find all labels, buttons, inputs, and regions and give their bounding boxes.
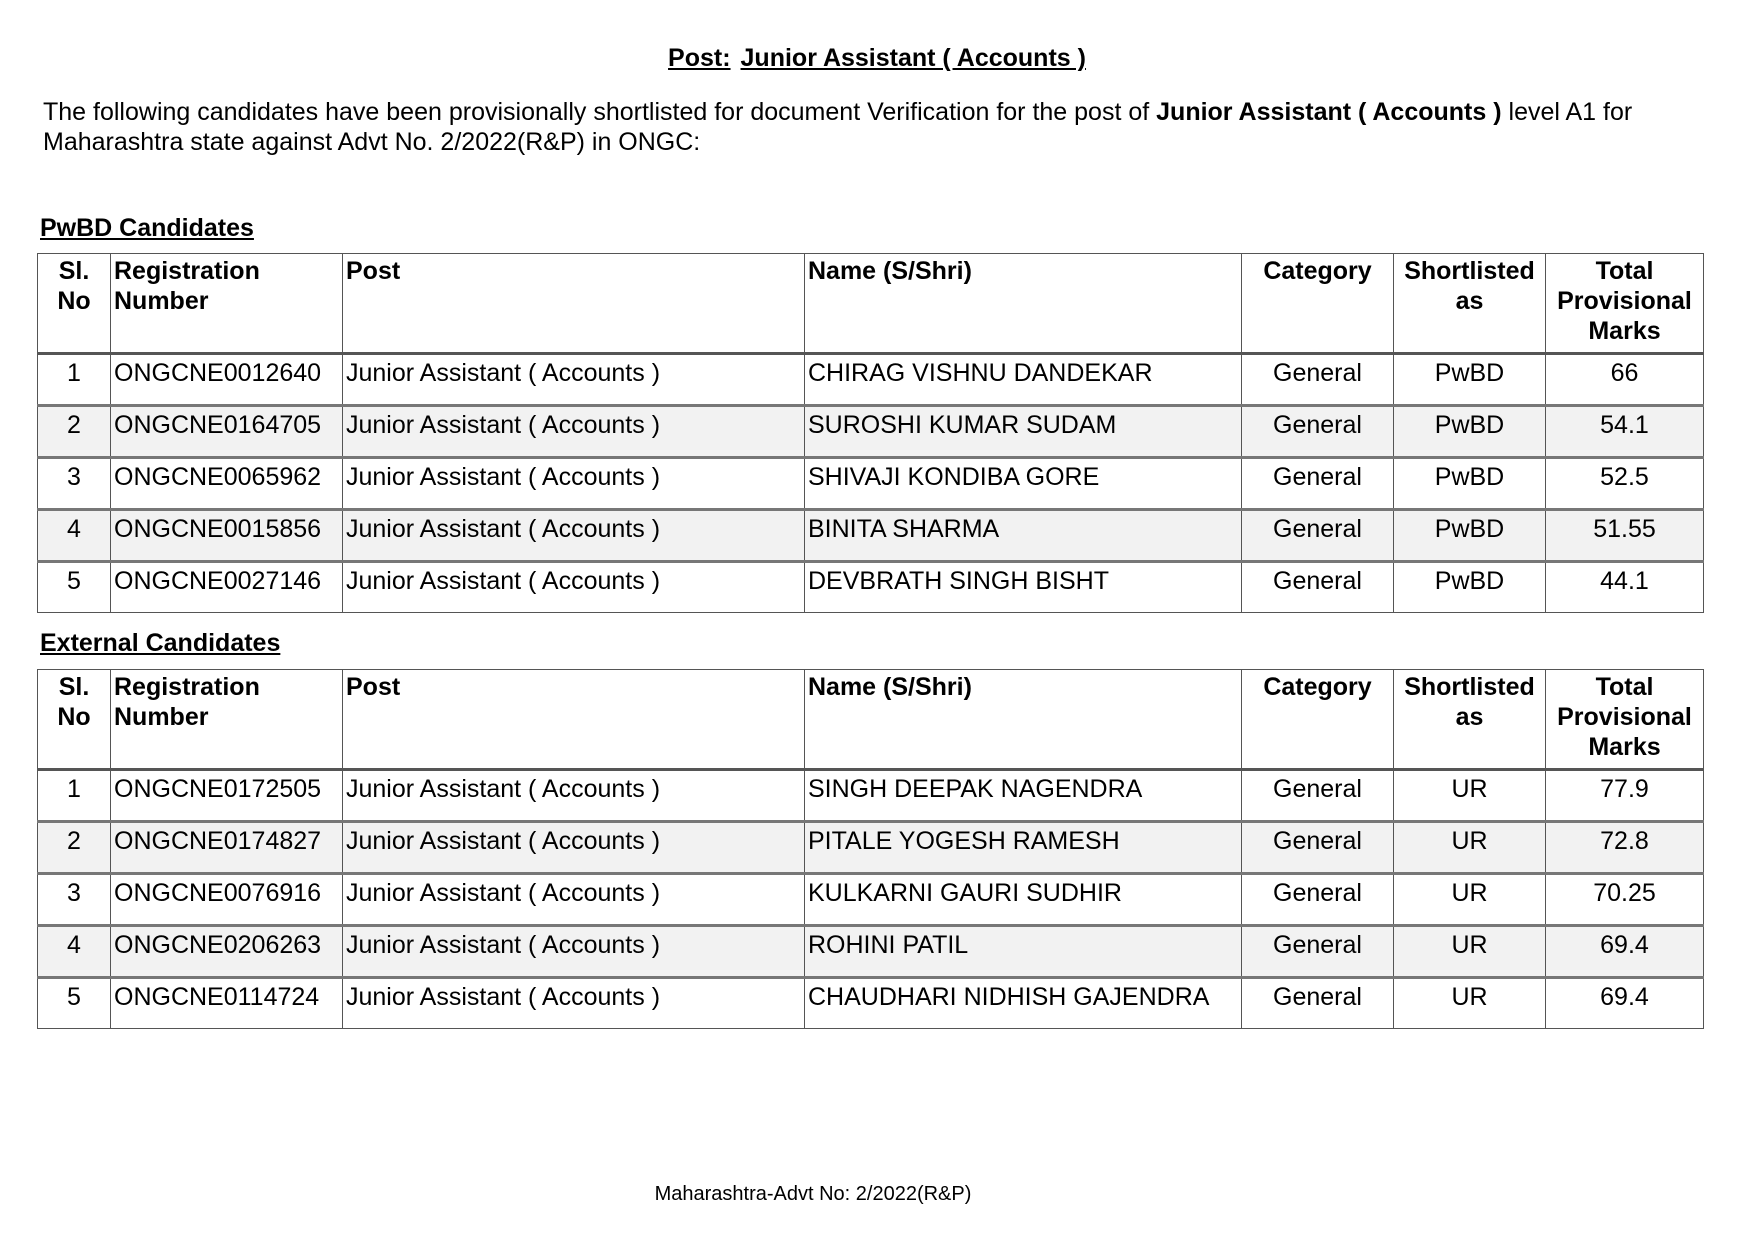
cell-sl-no: 1 xyxy=(38,354,111,406)
cell-category: General xyxy=(1242,354,1394,406)
cell-category: General xyxy=(1242,926,1394,978)
col-header-name: Name (S/Shri) xyxy=(805,670,1242,770)
page-footer: Maharashtra-Advt No: 2/2022(R&P) xyxy=(654,1183,972,1205)
table-header-row xyxy=(38,254,1704,354)
cell-shortlisted-as: UR xyxy=(1394,770,1546,822)
cell-registration-number: ONGCNE0164705 xyxy=(111,406,343,458)
cell-post: Junior Assistant ( Accounts ) xyxy=(343,510,805,562)
cell-category: General xyxy=(1242,770,1394,822)
cell-registration-number: ONGCNE0206263 xyxy=(111,926,343,978)
cell-registration-number: ONGCNE0065962 xyxy=(111,458,343,510)
cell-candidate-name: CHIRAG VISHNU DANDEKAR xyxy=(805,354,1242,406)
cell-candidate-name: CHAUDHARI NIDHISH GAJENDRA xyxy=(805,978,1242,1029)
cell-candidate-name: ROHINI PATIL xyxy=(805,926,1242,978)
cell-sl-no: 5 xyxy=(38,562,111,613)
cell-candidate-name: PITALE YOGESH RAMESH xyxy=(805,822,1242,874)
table-row xyxy=(38,406,1704,458)
cell-category: General xyxy=(1242,874,1394,926)
table-header-row xyxy=(38,670,1704,770)
cell-post: Junior Assistant ( Accounts ) xyxy=(343,354,805,406)
col-header-marks: Total Provisional Marks xyxy=(1546,670,1704,770)
col-header-sl-no: Sl. No xyxy=(38,254,111,354)
cell-sl-no: 3 xyxy=(38,874,111,926)
cell-registration-number: ONGCNE0174827 xyxy=(111,822,343,874)
page-title xyxy=(0,44,1754,73)
cell-candidate-name: SHIVAJI KONDIBA GORE xyxy=(805,458,1242,510)
cell-total-marks: 66 xyxy=(1546,354,1704,406)
cell-post: Junior Assistant ( Accounts ) xyxy=(343,406,805,458)
cell-total-marks: 69.4 xyxy=(1546,926,1704,978)
table-row xyxy=(38,562,1704,613)
cell-total-marks: 44.1 xyxy=(1546,562,1704,613)
intro-text-after: level A1 for Maharashtra state against Advt No. 2/2022(R&P) in ONGC: xyxy=(43,98,1633,156)
cell-post: Junior Assistant ( Accounts ) xyxy=(343,458,805,510)
table-row xyxy=(38,458,1704,510)
col-header-name: Name (S/Shri) xyxy=(805,254,1242,354)
cell-shortlisted-as: PwBD xyxy=(1394,562,1546,613)
col-header-shortlisted: Shortlisted as xyxy=(1394,254,1546,354)
cell-category: General xyxy=(1242,822,1394,874)
table-row xyxy=(38,874,1704,926)
cell-post: Junior Assistant ( Accounts ) xyxy=(343,874,805,926)
external-candidates-table xyxy=(37,669,1704,1029)
table-row xyxy=(38,510,1704,562)
post-name: Junior Assistant ( Accounts ) xyxy=(740,44,1086,72)
cell-sl-no: 3 xyxy=(38,458,111,510)
cell-registration-number: ONGCNE0012640 xyxy=(111,354,343,406)
cell-registration-number: ONGCNE0015856 xyxy=(111,510,343,562)
cell-total-marks: 51.55 xyxy=(1546,510,1704,562)
cell-candidate-name: DEVBRATH SINGH BISHT xyxy=(805,562,1242,613)
cell-sl-no: 2 xyxy=(38,406,111,458)
table-row xyxy=(38,354,1704,406)
cell-shortlisted-as: PwBD xyxy=(1394,406,1546,458)
cell-total-marks: 52.5 xyxy=(1546,458,1704,510)
cell-post: Junior Assistant ( Accounts ) xyxy=(343,562,805,613)
pwbd-candidates-table xyxy=(37,253,1704,613)
table-row xyxy=(38,770,1704,822)
col-header-category: Category xyxy=(1242,254,1394,354)
cell-total-marks: 70.25 xyxy=(1546,874,1704,926)
intro-bold-post: Junior Assistant ( Accounts ) xyxy=(1156,98,1502,126)
cell-sl-no: 4 xyxy=(38,926,111,978)
col-header-category: Category xyxy=(1242,670,1394,770)
cell-shortlisted-as: PwBD xyxy=(1394,510,1546,562)
cell-shortlisted-as: UR xyxy=(1394,978,1546,1029)
col-header-sl-no: Sl. No xyxy=(38,670,111,770)
cell-registration-number: ONGCNE0027146 xyxy=(111,562,343,613)
col-header-post: Post xyxy=(343,670,805,770)
intro-paragraph xyxy=(43,97,1723,157)
cell-total-marks: 77.9 xyxy=(1546,770,1704,822)
cell-shortlisted-as: UR xyxy=(1394,926,1546,978)
cell-candidate-name: SINGH DEEPAK NAGENDRA xyxy=(805,770,1242,822)
cell-sl-no: 5 xyxy=(38,978,111,1029)
cell-sl-no: 2 xyxy=(38,822,111,874)
cell-post: Junior Assistant ( Accounts ) xyxy=(343,770,805,822)
cell-category: General xyxy=(1242,978,1394,1029)
cell-post: Junior Assistant ( Accounts ) xyxy=(343,926,805,978)
table-row xyxy=(38,926,1704,978)
cell-shortlisted-as: PwBD xyxy=(1394,458,1546,510)
cell-candidate-name: BINITA SHARMA xyxy=(805,510,1242,562)
cell-post: Junior Assistant ( Accounts ) xyxy=(343,978,805,1029)
cell-post: Junior Assistant ( Accounts ) xyxy=(343,822,805,874)
cell-total-marks: 69.4 xyxy=(1546,978,1704,1029)
cell-category: General xyxy=(1242,458,1394,510)
table-row xyxy=(38,822,1704,874)
col-header-marks: Total Provisional Marks xyxy=(1546,254,1704,354)
cell-candidate-name: KULKARNI GAURI SUDHIR xyxy=(805,874,1242,926)
cell-total-marks: 72.8 xyxy=(1546,822,1704,874)
post-label: Post: xyxy=(668,44,731,72)
intro-text-before: The following candidates have been provisionally shortlisted for document Verification for the post of xyxy=(43,98,1157,126)
cell-total-marks: 54.1 xyxy=(1546,406,1704,458)
col-header-registration: Registration Number xyxy=(111,670,343,770)
cell-shortlisted-as: UR xyxy=(1394,874,1546,926)
cell-shortlisted-as: PwBD xyxy=(1394,354,1546,406)
cell-registration-number: ONGCNE0172505 xyxy=(111,770,343,822)
cell-category: General xyxy=(1242,510,1394,562)
cell-category: General xyxy=(1242,562,1394,613)
cell-category: General xyxy=(1242,406,1394,458)
col-header-registration: Registration Number xyxy=(111,254,343,354)
col-header-post: Post xyxy=(343,254,805,354)
cell-candidate-name: SUROSHI KUMAR SUDAM xyxy=(805,406,1242,458)
pwbd-section-heading: PwBD Candidates xyxy=(40,214,254,242)
cell-sl-no: 4 xyxy=(38,510,111,562)
cell-shortlisted-as: UR xyxy=(1394,822,1546,874)
cell-registration-number: ONGCNE0114724 xyxy=(111,978,343,1029)
external-section-heading: External Candidates xyxy=(40,629,281,657)
cell-registration-number: ONGCNE0076916 xyxy=(111,874,343,926)
cell-sl-no: 1 xyxy=(38,770,111,822)
table-row xyxy=(38,978,1704,1029)
col-header-shortlisted: Shortlisted as xyxy=(1394,670,1546,770)
